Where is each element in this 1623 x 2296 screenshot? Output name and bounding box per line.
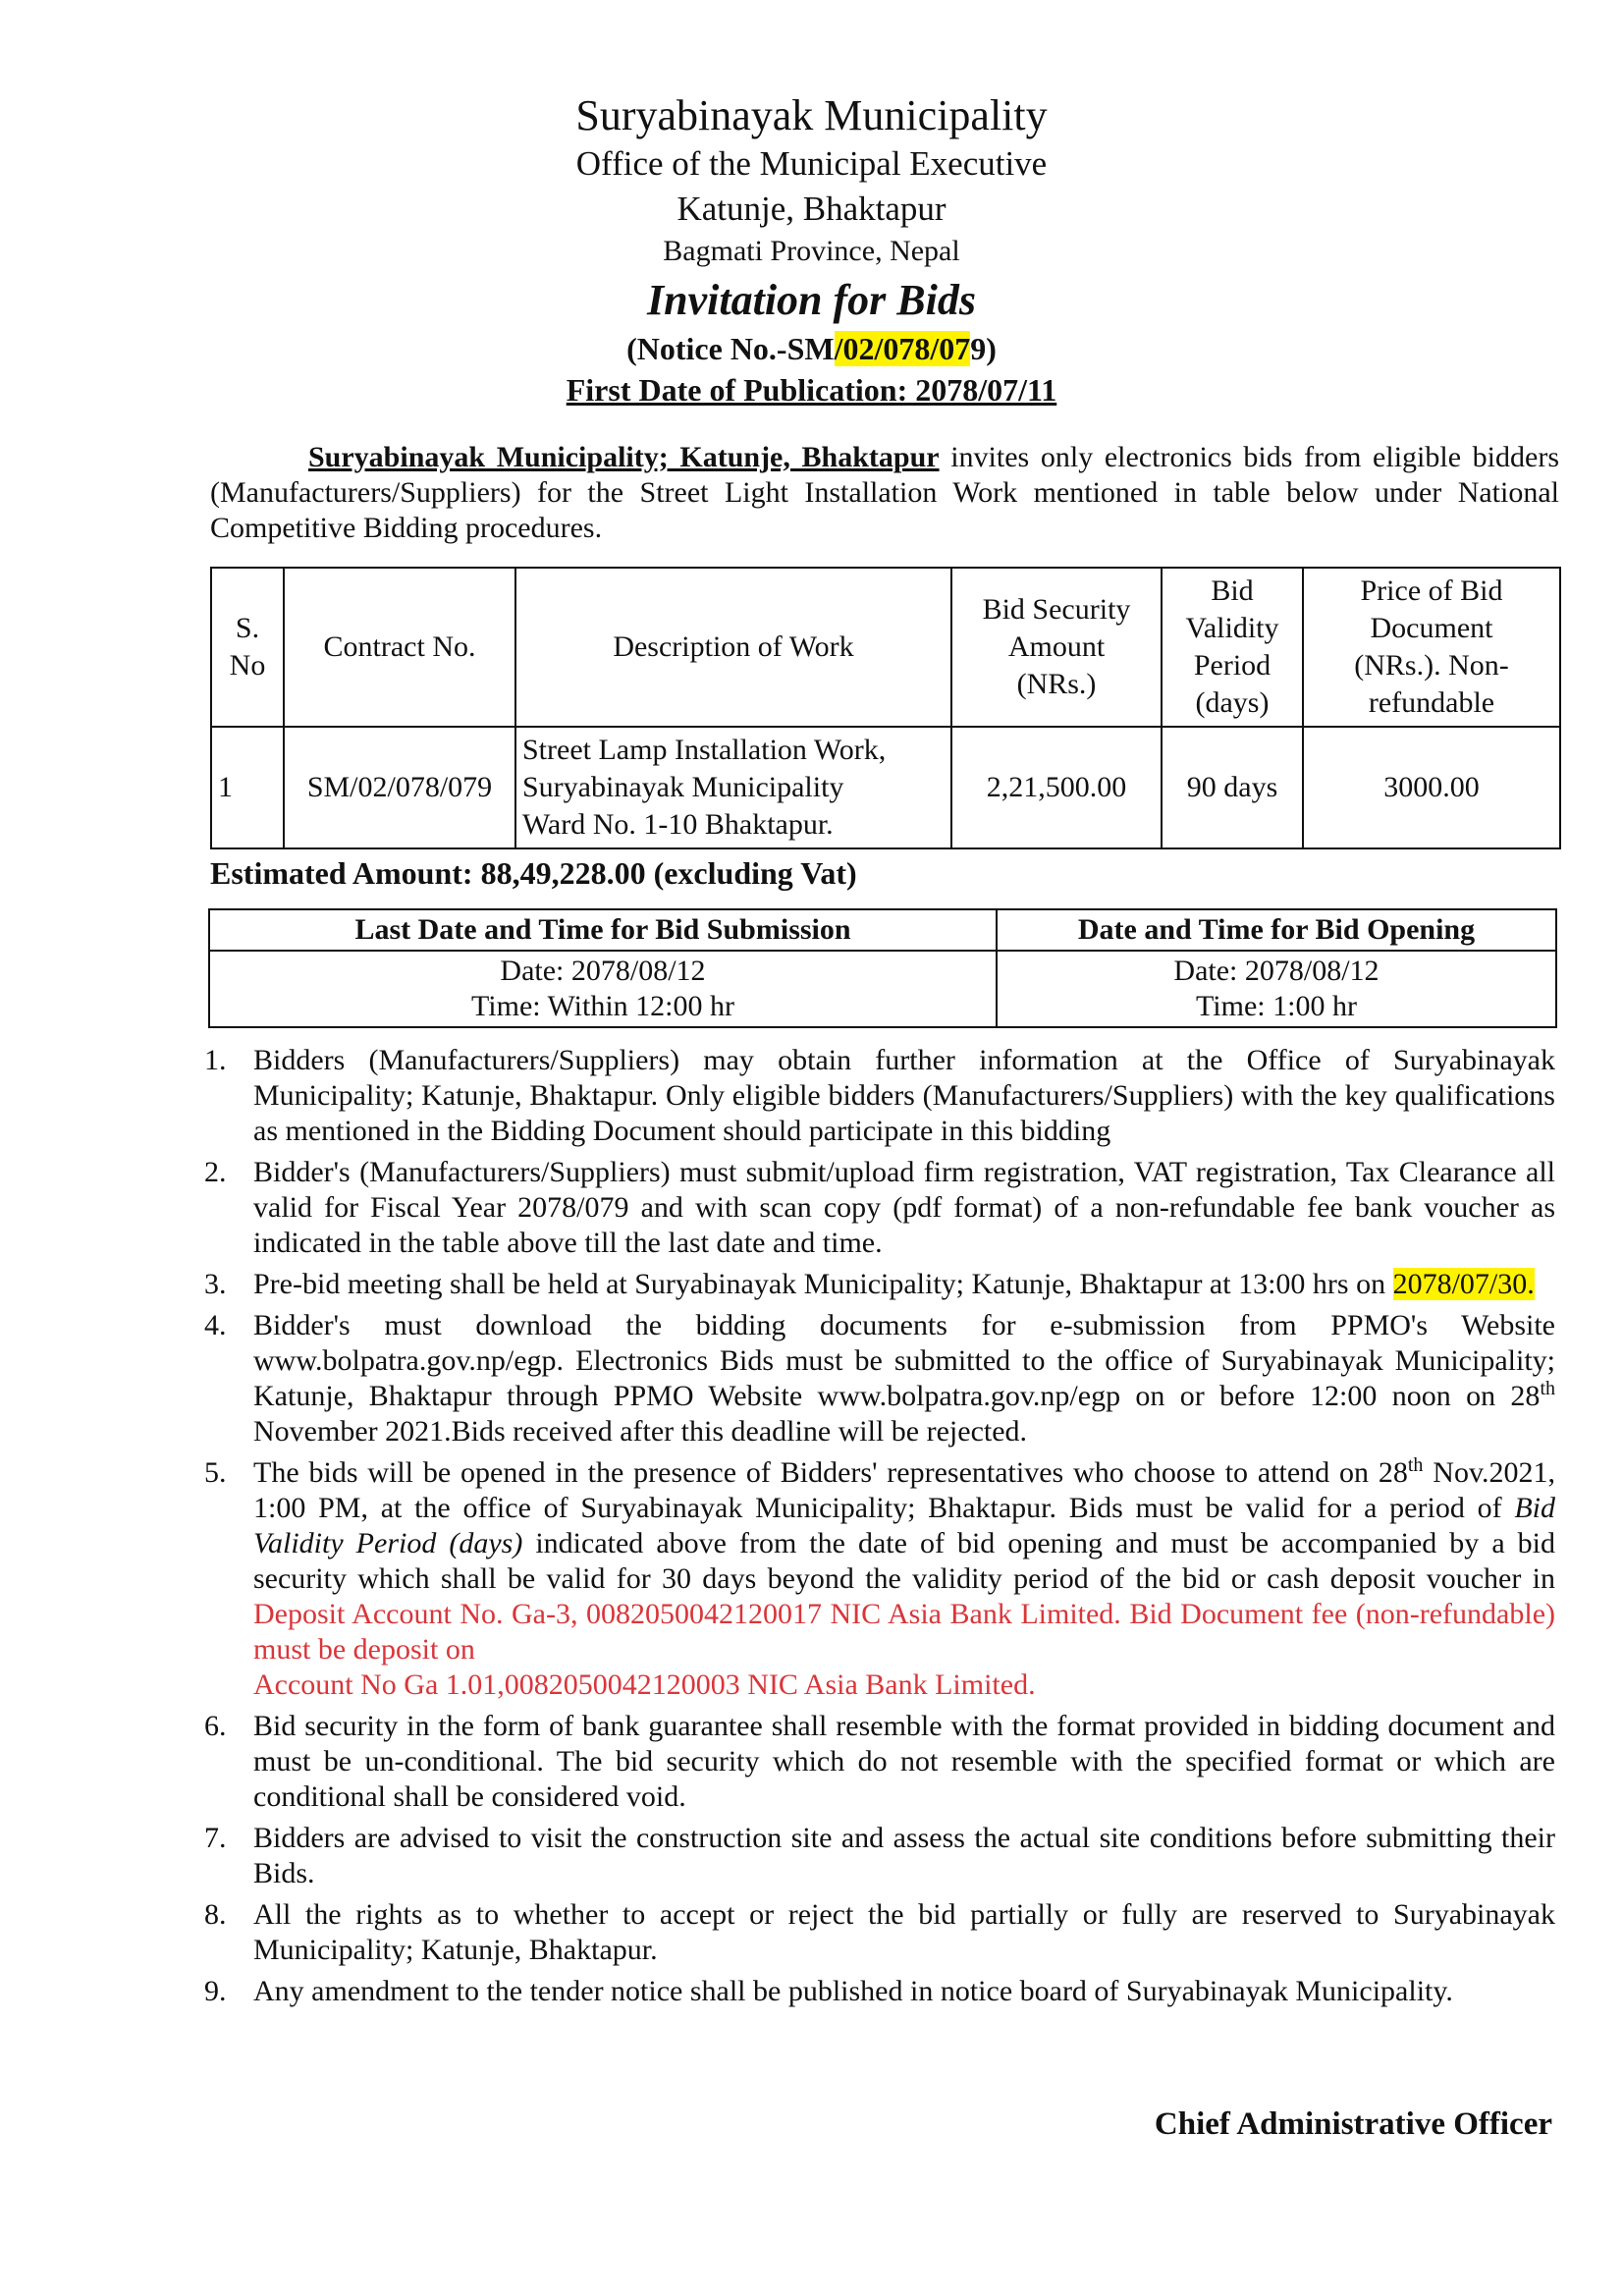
- org-name: Suryabinayak Municipality: [575, 91, 1048, 139]
- row-description: Street Lamp Installation Work, Suryabinayak Municipality Ward No. 1-10 Bhaktapur.: [515, 727, 951, 848]
- header-validity: Bid Validity Period (days): [1162, 568, 1303, 727]
- notice-header: [0, 90, 1623, 410]
- table-row: [211, 727, 1560, 848]
- header-security: Bid Security Amount (NRs.): [951, 568, 1162, 727]
- province: Bagmati Province, Nepal: [663, 235, 960, 267]
- submission-cell: Date: 2078/08/12 Time: Within 12:00 hr: [209, 951, 997, 1027]
- office-name: Office of the Municipal Executive: [575, 144, 1048, 183]
- dates-header-row: [209, 909, 1556, 951]
- intro-org: Suryabinayak Municipality; Katunje, Bhaktapur: [308, 441, 940, 473]
- conditions-list: [196, 1043, 1555, 2015]
- list-item: 9. Any amendment to the tender notice shall be published in notice board of Suryabinayak Municipality.: [204, 1975, 1453, 2007]
- header-price: Price of Bid Document (NRs.). Non- refundable: [1303, 568, 1560, 727]
- estimated-amount: Estimated Amount: 88,49,228.00 (excluding Vat): [210, 855, 857, 891]
- dates-row: [209, 951, 1556, 1027]
- notice-number-highlight: /02/078/07: [834, 331, 971, 366]
- opening-cell: Date: 2078/08/12 Time: 1:00 hr: [997, 951, 1556, 1027]
- list-item: 1. Bidders (Manufacturers/Suppliers) may obtain further information at the Office of Suryabinayak Municipality; Katunje, Bhaktapur. Only eligible bidders (Manufacturers/Suppliers) with the key qualifications as mentioned in the Bidding Document should participate in this bidding: [204, 1044, 1555, 1147]
- deposit-account-text: Deposit Account No. Ga-3, 0082050042120017 NIC Asia Bank Limited. Bid Document fee (non-refundable) must be deposit on: [253, 1598, 1555, 1666]
- bid-table-header-row: [211, 568, 1560, 727]
- row-contract: SM/02/078/079: [284, 727, 515, 848]
- list-item: 3. Pre-bid meeting shall be held at Suryabinayak Municipality; Katunje, Bhaktapur at 13:00 hrs on 2078/07/30.: [204, 1268, 1535, 1300]
- bid-table: [210, 567, 1561, 849]
- fee-account-text: Account No Ga 1.01,0082050042120003 NIC Asia Bank Limited.: [253, 1668, 1036, 1701]
- list-item: 7. Bidders are advised to visit the construction site and assess the actual site conditions before submitting their Bids.: [204, 1822, 1555, 1889]
- list-item: 8. All the rights as to whether to accept or reject the bid partially or fully are reserved to Suryabinayak Municipality; Katunje, Bhaktapur.: [204, 1898, 1555, 1966]
- notice-title: Invitation for Bids: [647, 276, 976, 324]
- list-item: 5. The bids will be opened in the presence of Bidders' representatives who choose to attend on 28th Nov.2021, 1:00 PM, at the office of Suryabinayak Municipality; Bhaktapur. Bids must be valid for a period of Bid Validity Period (days) indicated above from the date of bid opening and must be accompanied by a bid security which shall be valid for 30 days beyond the validity period of the bid or cash deposit voucher in Deposit Account No. Ga-3, 0082050042120017 NIC Asia Bank Limited. Bid Document fee (non-refundable) must be deposit on Account No Ga 1.01,0082050042120003 NIC Asia Bank Limited.: [204, 1454, 1555, 1701]
- row-price: 3000.00: [1303, 727, 1560, 848]
- header-sno: S. No: [211, 568, 284, 727]
- notice-number-suffix: 9): [970, 331, 997, 366]
- signatory-title: Chief Administrative Officer: [1154, 2106, 1552, 2142]
- dates-table: [208, 908, 1557, 1028]
- list-item: 4. Bidder's must download the bidding documents for e-submission from PPMO's Website www.bolpatra.gov.np/egp. Electronics Bids must be submitted to the office of Suryabinayak Municipality; Katunje, Bhaktapur through PPMO Website www.bolpatra.gov.np/egp on or before 12:00 noon on 28th November 2021.Bids received after this deadline will be rejected.: [204, 1309, 1555, 1448]
- row-validity: 90 days: [1162, 727, 1303, 848]
- opening-header: Date and Time for Bid Opening: [997, 909, 1556, 951]
- list-item: 2. Bidder's (Manufacturers/Suppliers) must submit/upload firm registration, VAT registration, Tax Clearance all valid for Fiscal Year 2078/079 and with scan copy (pdf format) of a non-refundable fee bank voucher as indicated in the table above till the last date and time.: [204, 1156, 1555, 1259]
- row-sno: 1: [211, 727, 284, 848]
- intro-paragraph: [210, 440, 1559, 546]
- office-location: Katunje, Bhaktapur: [676, 190, 947, 228]
- row-security: 2,21,500.00: [951, 727, 1162, 848]
- header-contract: Contract No.: [284, 568, 515, 727]
- publication-date: First Date of Publication: 2078/07/11: [566, 372, 1057, 408]
- header-description: Description of Work: [515, 568, 951, 727]
- submission-header: Last Date and Time for Bid Submission: [209, 909, 997, 951]
- notice-number: [0, 328, 1623, 369]
- list-item: 6. Bid security in the form of bank guarantee shall resemble with the format provided in bidding document and must be un-conditional. The bid security which do not resemble with the specified format or which are conditional shall be considered void.: [204, 1710, 1555, 1813]
- notice-number-prefix: (Notice No.-SM: [626, 331, 835, 366]
- prebid-date-highlight: 2078/07/30.: [1392, 1268, 1535, 1300]
- intro-text: invites only electronics bids from eligible bidders (Manufacturers/Suppliers) for the Street Light Installation Work mentioned in table below under National Competitive Bidding procedures.: [210, 441, 1559, 544]
